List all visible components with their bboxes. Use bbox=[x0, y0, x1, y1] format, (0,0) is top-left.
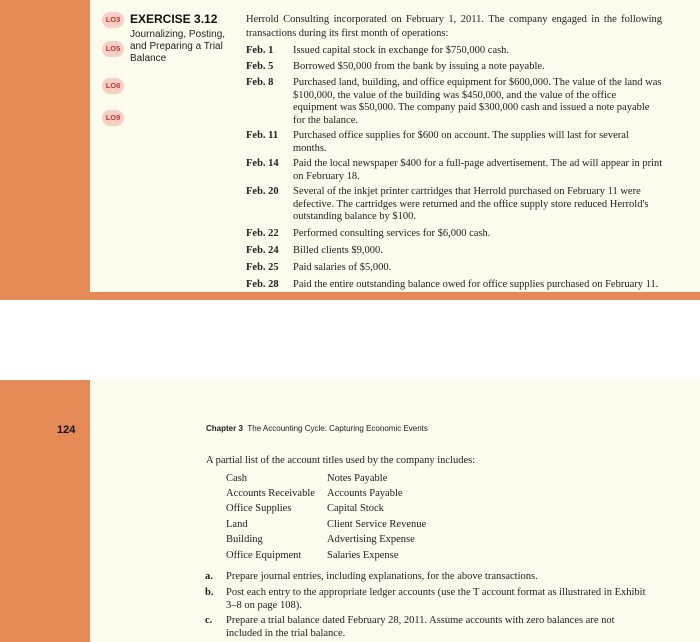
transaction-date: Feb. 5 bbox=[246, 61, 274, 72]
task-text: Prepare a trial balance dated February 28, 2011. Assume accounts with zero balances are not included in the trial balance. bbox=[226, 615, 615, 639]
lo-badge-lo3: LO3 bbox=[102, 12, 124, 28]
task-letter: a. bbox=[205, 571, 213, 582]
account-title: Accounts Receivable bbox=[226, 488, 315, 499]
account-title: Advertising Expense bbox=[327, 534, 415, 545]
account-title: Cash bbox=[226, 473, 247, 484]
transaction-text: Several of the inkjet printer cartridges that Herrold purchased on February 11 were defective. The cartridges were returned and the office supply store reduced Herrold's outstanding balance by $100. bbox=[293, 186, 649, 222]
transaction-text: Purchased office supplies for $600 on account. The supplies will last for several months. bbox=[293, 130, 629, 154]
transaction-text: Paid salaries of $5,000. bbox=[293, 262, 392, 273]
exercise-subtitle: Journalizing, Posting, and Preparing a Trial Balance bbox=[130, 29, 226, 64]
transaction-text: Purchased land, building, and office equipment for $600,000. The value of the land was $100,000, the value of the building was $450,000, and the value of the office equipment was $50,000. The company paid $300,000 cash and issued a note payable for the balance. bbox=[293, 77, 662, 126]
page-number: 124 bbox=[57, 424, 76, 436]
transaction-text: Paid the local newspaper $400 for a full-page advertisement. The ad will appear in print on February 18. bbox=[293, 158, 663, 182]
account-title: Salaries Expense bbox=[327, 550, 399, 561]
transaction-date: Feb. 20 bbox=[246, 186, 279, 197]
account-title: Office Equipment bbox=[226, 550, 302, 561]
exercise-title: EXERCISE 3.12 bbox=[130, 12, 218, 26]
transaction-date: Feb. 11 bbox=[246, 130, 279, 141]
accounts-intro: A partial list of the account titles used by the company includes: bbox=[206, 455, 476, 466]
transaction-date: Feb. 28 bbox=[246, 279, 279, 290]
lo-badge-lo8: LO8 bbox=[102, 78, 124, 94]
task-text: Prepare journal entries, including explanations, for the above transactions. bbox=[226, 571, 538, 582]
account-title: Land bbox=[226, 519, 248, 530]
page-gap bbox=[0, 300, 700, 380]
task-text: Post each entry to the appropriate ledger accounts (use the T account format as illustrated in Exhibit 3–8 on page 108). bbox=[226, 587, 646, 611]
transaction-date: Feb. 22 bbox=[246, 228, 279, 239]
account-title: Capital Stock bbox=[327, 503, 384, 514]
account-title: Accounts Payable bbox=[327, 488, 403, 499]
transaction-date: Feb. 24 bbox=[246, 245, 279, 256]
lo-badge-lo5: LO5 bbox=[102, 41, 124, 57]
transaction-date: Feb. 8 bbox=[246, 77, 274, 88]
transaction-date: Feb. 25 bbox=[246, 262, 279, 273]
account-title: Notes Payable bbox=[327, 473, 388, 484]
transaction-text: Performed consulting services for $6,000 cash. bbox=[293, 228, 491, 239]
chapter-title: The Accounting Cycle: Capturing Economic Events bbox=[247, 424, 428, 433]
transaction-text: Paid the entire outstanding balance owed for office supplies purchased on February 11. bbox=[293, 279, 659, 290]
transaction-text: Issued capital stock in exchange for $750,000 cash. bbox=[293, 45, 510, 56]
transaction-date: Feb. 14 bbox=[246, 158, 279, 169]
transaction-date: Feb. 1 bbox=[246, 45, 274, 56]
task-letter: b. bbox=[205, 587, 214, 598]
chapter-heading bbox=[206, 424, 428, 433]
account-title: Building bbox=[226, 534, 263, 545]
exercise-intro: Herrold Consulting incorporated on February 1, 2011. The company engaged in the following transactions during its first month of operations: bbox=[246, 14, 662, 39]
lo-badge-lo9: LO9 bbox=[102, 110, 124, 126]
account-title: Client Service Revenue bbox=[327, 519, 427, 530]
task-letter: c. bbox=[205, 615, 213, 626]
chapter-label: Chapter 3 bbox=[206, 424, 243, 433]
transaction-text: Billed clients $9,000. bbox=[293, 245, 383, 256]
account-title: Office Supplies bbox=[226, 503, 292, 514]
transaction-text: Borrowed $50,000 from the bank by issuing a note payable. bbox=[293, 61, 545, 72]
